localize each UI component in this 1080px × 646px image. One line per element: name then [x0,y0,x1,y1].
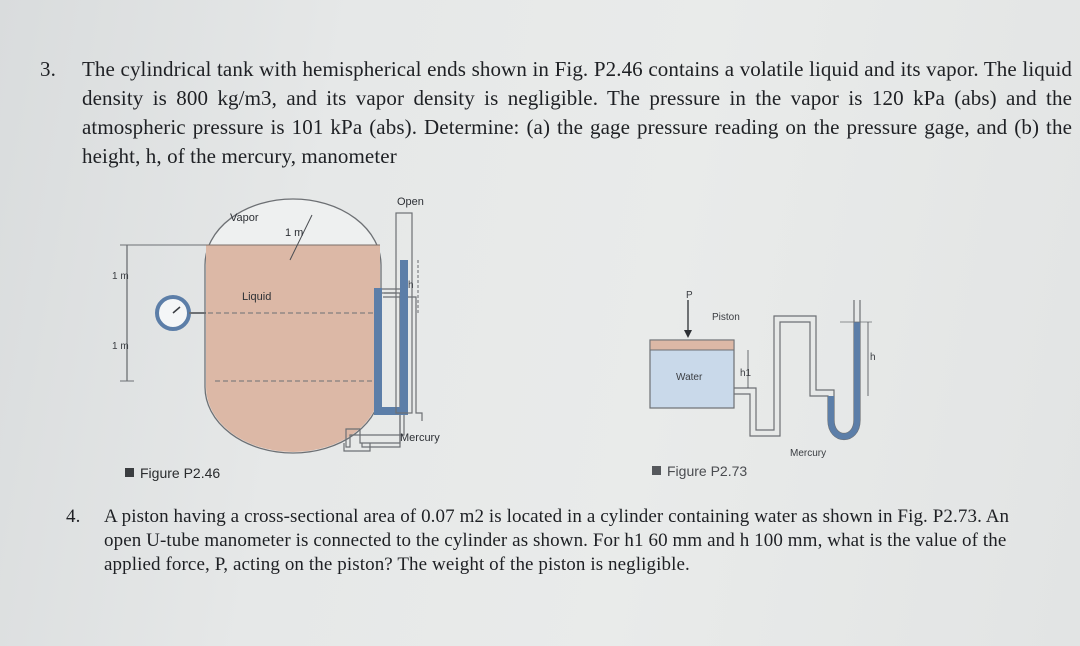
piston [650,340,734,350]
liquid-fill [206,245,380,452]
figure-p2-73-caption [652,463,747,479]
label-mercury-u: Mercury [790,448,827,459]
label-h-right: h [870,352,876,363]
label-mercury: Mercury [400,432,440,444]
figure-p2-46-caption [125,465,220,481]
label-dim-bottom: 1 m [112,341,129,352]
caption-square-icon [125,468,134,477]
figure-p2-46 [100,185,480,460]
caption-text: Figure P2.73 [667,463,748,479]
problem-4-text: A piston having a cross-sectional area of 0.07 m2 is located in a cylinder containing water as shown in Fig. P2.73. An open U-tube manometer is connected to the cylinder as shown. For h1 60 mm and h 100 mm, what is the value of the applied force, P, acting on the piston? The weight of the piston is negligible. [104,506,1010,575]
mercury-u [828,322,860,440]
label-h1: h1 [740,368,752,379]
figure-p2-73 [640,270,920,460]
problem-4-number: 4. [66,506,81,527]
problem-3-number: 3. [40,57,56,81]
u-tube [734,300,854,434]
label-piston: Piston [712,312,740,323]
caption-square-icon [652,466,661,475]
label-p: P [686,290,693,301]
label-open: Open [397,196,424,208]
label-radius: 1 m [285,227,304,239]
label-dim-top: 1 m [112,271,129,282]
label-h: h [408,280,414,291]
problem-3-text: The cylindrical tank with hemispherical ends shown in Fig. P2.46 contains a volatile liquid and its vapor. The liquid density is 800 kg/m3, and its vapor density is negligible. The pressure in the vapor is 120 kPa (abs) and the atmospheric pressure is 101 kPa (abs). Determine: (a) the gage pressure reading on the pressure gage, and (b) the height, h, of the mercury, manometer [82,57,1072,168]
label-vapor: Vapor [230,212,259,224]
mercury-left [374,288,382,413]
mercury-right [400,260,408,413]
label-liquid: Liquid [242,291,272,303]
caption-text: Figure P2.46 [140,465,221,481]
label-water: Water [676,372,703,383]
